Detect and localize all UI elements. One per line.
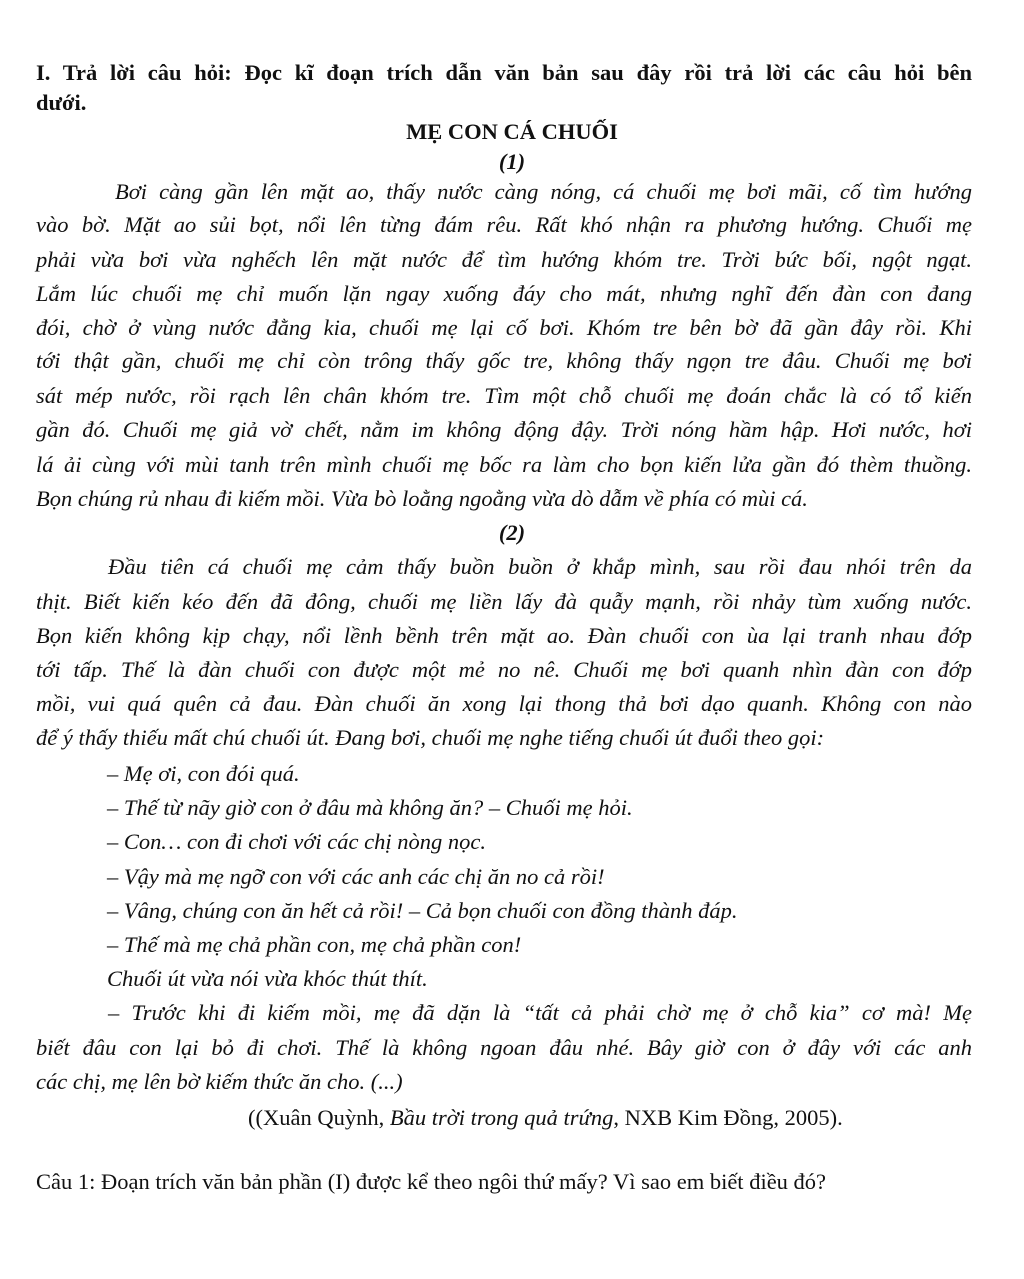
paragraph-line: để ý thấy thiếu mất chú chuối út. Đang bơi, chuối mẹ nghe tiếng chuối út đuổi theo gọi:: [36, 725, 825, 750]
narration-line: Chuối út vừa nói vừa khóc thút thít.: [107, 966, 428, 991]
dialogue-line: – Mẹ ơi, con đói quá.: [107, 761, 300, 786]
dialogue-line: – Con… con đi chơi với các chị nòng nọc.: [107, 829, 486, 854]
part-2-label: (2): [498, 520, 526, 545]
section-heading-cont: dưới.: [36, 90, 87, 115]
paragraph-line: Bọn chúng rủ nhau đi kiếm mồi. Vừa bò loằng ngoằng vừa dò dẫm về phía có mùi cá.: [36, 486, 808, 511]
paragraph-line: – Trước khi đi kiếm mồi, mẹ đã dặn là “tất cả phải chờ mẹ ở chỗ kia” cơ mà! Mẹ: [108, 1000, 972, 1025]
paragraph-line: biết đâu con lại bỏ đi chơi. Thế là không ngoan đâu nhé. Bây giờ con ở đây với các anh: [36, 1035, 972, 1060]
dialogue-line: – Vâng, chúng con ăn hết cả rồi! – Cả bọn chuối con đồng thành đáp.: [107, 898, 738, 923]
paragraph-line: tới tấp. Thế là đàn chuối con được một mẻ no nê. Chuối mẹ bơi quanh nhìn đàn con đớp: [36, 657, 972, 682]
question-1: Câu 1: Đoạn trích văn bản phần (I) được kể theo ngôi thứ mấy? Vì sao em biết điều đó?: [36, 1169, 827, 1194]
paragraph-line: Đầu tiên cá chuối mẹ cảm thấy buồn buồn ở khắp mình, sau rồi đau nhói trên da: [108, 554, 972, 579]
citation-book-title: Bầu trời trong quả trứng: [389, 1105, 614, 1130]
story-title: MẸ CON CÁ CHUỐI: [406, 119, 618, 144]
paragraph-line: sát mép nước, rồi rạch lên chân khóm tre. Tìm một chỗ chuối mẹ đoán chắc là có tổ kiến: [36, 383, 972, 408]
citation-author: ((Xuân Quỳnh,: [248, 1105, 390, 1130]
paragraph-line: Bơi càng gần lên mặt ao, thấy nước càng nóng, cá chuối mẹ bơi mãi, cố tìm hướng: [115, 179, 972, 204]
paragraph-line: tới thật gần, chuối mẹ chỉ còn trông thấy gốc tre, không thấy ngọn tre đâu. Chuối mẹ bơi: [36, 348, 972, 373]
paragraph-line: lá ải cùng với mùi tanh trên mình chuối mẹ bốc ra làm cho bọn kiến lửa gần đó thèm thuồng.: [36, 452, 972, 477]
dialogue-line: – Vậy mà mẹ ngỡ con với các anh các chị ăn no cả rồi!: [107, 864, 605, 889]
paragraph-line: các chị, mẹ lên bờ kiếm thức ăn cho. (...): [36, 1069, 403, 1094]
citation-publisher: , NXB Kim Đồng, 2005).: [613, 1105, 843, 1130]
paragraph-line: gần đó. Chuối mẹ giả vờ chết, nằm im không động đậy. Trời nóng hầm hập. Hơi nước, hơi: [36, 417, 972, 442]
part-1-label: (1): [498, 149, 526, 174]
paragraph-line: vào bờ. Mặt ao sủi bọt, nổi lên từng đám rêu. Rất khó nhận ra phương hướng. Chuối mẹ: [36, 212, 972, 237]
paragraph-line: đói, chờ ở vùng nước đằng kia, chuối mẹ lại cố bơi. Khóm tre bên bờ đã gần đây rồi. Khi: [36, 315, 972, 340]
paragraph-line: phải vừa bơi vừa nghếch lên mặt nước để tìm hướng khóm tre. Trời bức bối, ngột ngạt.: [36, 247, 972, 272]
paragraph-line: mồi, vui quá quên cả đau. Đàn chuối ăn xong lại thong thả bơi dạo quanh. Không con nào: [36, 691, 972, 716]
dialogue-line: – Thế mà mẹ chả phần con, mẹ chả phần con!: [107, 932, 522, 957]
citation: [248, 1104, 843, 1132]
section-heading: I. Trả lời câu hỏi: Đọc kĩ đoạn trích dẫn văn bản sau đây rồi trả lời các câu hỏi bên: [36, 60, 972, 85]
paragraph-line: thịt. Biết kiến kéo đến đã đông, chuối mẹ liền lấy đà quẫy mạnh, rồi nhảy tùm xuống nước.: [36, 589, 972, 614]
dialogue-line: – Thế từ nãy giờ con ở đâu mà không ăn? – Chuối mẹ hỏi.: [107, 795, 633, 820]
paragraph-line: Lắm lúc chuối mẹ chỉ muốn lặn ngay xuống đáy cho mát, nhưng nghĩ đến đàn con đang: [36, 281, 972, 306]
paragraph-line: Bọn kiến không kịp chạy, nổi lềnh bềnh trên mặt ao. Đàn chuối con ùa lại tranh nhau đớp: [36, 623, 972, 648]
